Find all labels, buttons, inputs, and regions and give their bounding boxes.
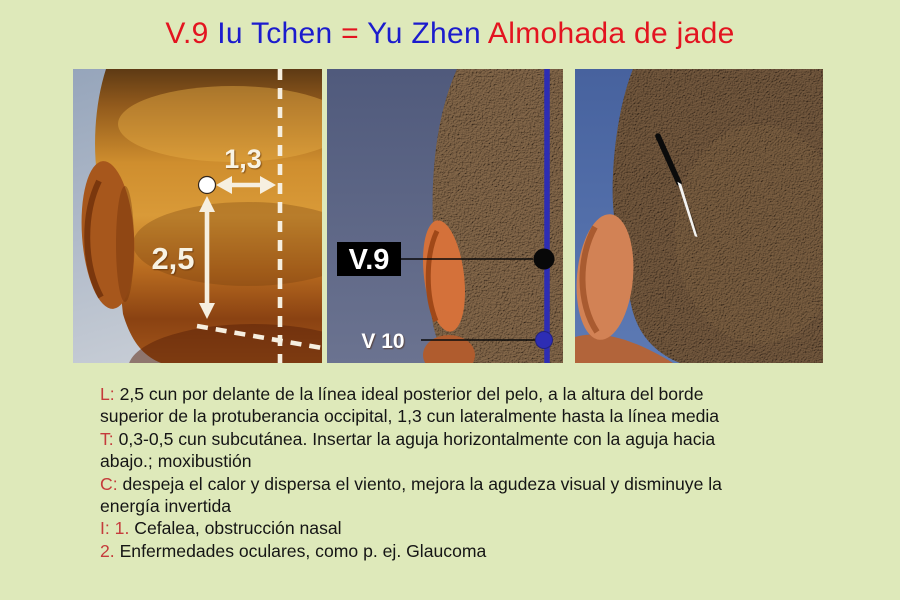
note-line-localization-1 [100, 383, 722, 405]
note-line-localization-2 [100, 405, 722, 427]
note-text: 0,3-0,5 cun subcutánea. Insertar la aguja horizontalmente con la aguja hacia [113, 428, 716, 449]
lateral-distance-label: 1,3 [224, 144, 262, 174]
page-title [0, 17, 900, 51]
note-line-action-1 [100, 473, 722, 495]
note-text: Cefalea, obstrucción nasal [129, 518, 342, 539]
note-prefix-t: T: [100, 428, 114, 449]
needle-photo-canvas [575, 69, 823, 363]
notes-block [100, 383, 722, 562]
v9-point-dot [534, 249, 555, 270]
note-line-action-2 [100, 495, 722, 517]
title-old-name: Iu Tchen [217, 17, 333, 50]
hair-texture-overlay [613, 69, 823, 363]
v10-label: V 10 [361, 330, 405, 353]
note-text: despeja el calor y dispersa el viento, mejora la agudeza visual y disminuye la [117, 473, 722, 494]
figure-measurement-diagram [73, 69, 322, 363]
title-point-code: V.9 [165, 17, 218, 50]
title-pinyin-name: Yu Zhen [367, 17, 481, 50]
note-line-indication-1 [100, 517, 722, 539]
note-text: 2,5 cun por delante de la línea ideal posterior del pelo, a la altura del borde [114, 384, 704, 404]
v10-point-dot [536, 332, 553, 349]
note-line-technique-1 [100, 428, 722, 450]
behind-ear-shadow [116, 186, 134, 302]
figure-needle-photo [575, 69, 823, 363]
note-prefix-l: L: [100, 384, 115, 404]
v9-label: V.9 [348, 244, 390, 276]
title-equals-sign: = [332, 17, 368, 50]
note-text: energía invertida [100, 496, 232, 517]
note-line-technique-2 [100, 450, 722, 472]
title-spanish-name: Almohada de jade [480, 17, 735, 50]
measurement-diagram-canvas [73, 69, 322, 363]
vertical-distance-label: 2,5 [151, 241, 195, 276]
acupoint-marker-dot [199, 177, 216, 194]
note-prefix-c: C: [100, 473, 118, 494]
figure-meridian-photo [327, 69, 563, 363]
note-text: abajo.; moxibustión [100, 451, 252, 472]
note-line-indication-2 [100, 540, 722, 562]
meridian-photo-canvas [327, 69, 563, 363]
note-prefix-2: 2. [100, 540, 115, 561]
note-prefix-i1: I: 1. [100, 518, 130, 539]
note-text: superior de la protuberancia occipital, 1,3 cun lateralmente hasta la línea media [100, 406, 720, 427]
note-text: Enfermedades oculares, como p. ej. Glaucoma [114, 540, 487, 561]
